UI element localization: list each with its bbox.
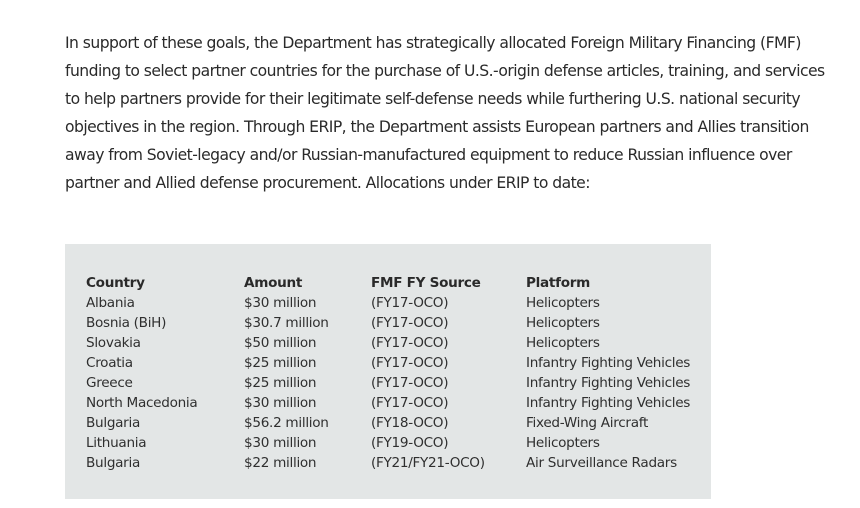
table-row: [86, 293, 706, 313]
cell-source: (FY17-OCO): [371, 295, 449, 311]
cell-country: Greece: [86, 375, 133, 391]
cell-platform: Helicopters: [526, 295, 600, 311]
cell-platform: Fixed-Wing Aircraft: [526, 415, 648, 431]
intro-paragraph: In support of these goals, the Department has strategically allocated Foreign Military Financing (FMF) funding to select partner countries for the purchase of U.S.-origin defense articles, training, and services to help partners provide for their legitimate self-defense needs while furthering U.S. national security objectives in the region. Through ERIP, the Department assists European partners and Allies transition away from Soviet-legacy and/or Russian-manufactured equipment to reduce Russian influence over partner and Allied defense procurement. Allocations under ERIP to date:: [65, 34, 825, 192]
cell-amount: $30 million: [244, 395, 317, 411]
header-platform: Platform: [526, 275, 591, 291]
table-row: [86, 453, 706, 473]
cell-platform: Air Surveillance Radars: [526, 455, 677, 471]
cell-source: (FY19-OCO): [371, 435, 449, 451]
cell-amount: $56.2 million: [244, 415, 329, 431]
cell-country: Bosnia (BiH): [86, 315, 167, 331]
cell-source: (FY18-OCO): [371, 415, 449, 431]
cell-source: (FY17-OCO): [371, 395, 449, 411]
cell-source: (FY17-OCO): [371, 375, 449, 391]
table-header-row: [86, 273, 706, 293]
header-amount: Amount: [244, 275, 303, 291]
cell-amount: $30.7 million: [244, 315, 329, 331]
cell-source: (FY17-OCO): [371, 315, 449, 331]
header-country: Country: [86, 275, 145, 291]
cell-platform: Helicopters: [526, 435, 600, 451]
table-row: [86, 353, 706, 373]
cell-amount: $25 million: [244, 355, 317, 371]
cell-source: (FY17-OCO): [371, 355, 449, 371]
cell-amount: $22 million: [244, 455, 317, 471]
table-row: [86, 373, 706, 393]
table-row: [86, 433, 706, 453]
cell-country: Bulgaria: [86, 455, 140, 471]
cell-country: North Macedonia: [86, 395, 198, 411]
table-row: [86, 313, 706, 333]
cell-platform: Infantry Fighting Vehicles: [526, 375, 691, 391]
cell-country: Croatia: [86, 355, 133, 371]
cell-platform: Helicopters: [526, 315, 600, 331]
cell-amount: $30 million: [244, 435, 317, 451]
cell-source: (FY17-OCO): [371, 335, 449, 351]
cell-amount: $30 million: [244, 295, 317, 311]
cell-country: Albania: [86, 295, 135, 311]
table-row: [86, 393, 706, 413]
cell-platform: Infantry Fighting Vehicles: [526, 355, 691, 371]
header-fmf-fy-source: FMF FY Source: [371, 275, 481, 291]
cell-country: Slovakia: [86, 335, 141, 351]
allocations-table: [86, 273, 706, 473]
cell-amount: $25 million: [244, 375, 317, 391]
cell-platform: Infantry Fighting Vehicles: [526, 395, 691, 411]
cell-amount: $50 million: [244, 335, 317, 351]
cell-platform: Helicopters: [526, 335, 600, 351]
table-row: [86, 333, 706, 353]
allocations-panel: [65, 244, 711, 499]
cell-country: Lithuania: [86, 435, 147, 451]
cell-country: Bulgaria: [86, 415, 140, 431]
cell-source: (FY21/FY21-OCO): [371, 455, 485, 471]
table-row: [86, 413, 706, 433]
